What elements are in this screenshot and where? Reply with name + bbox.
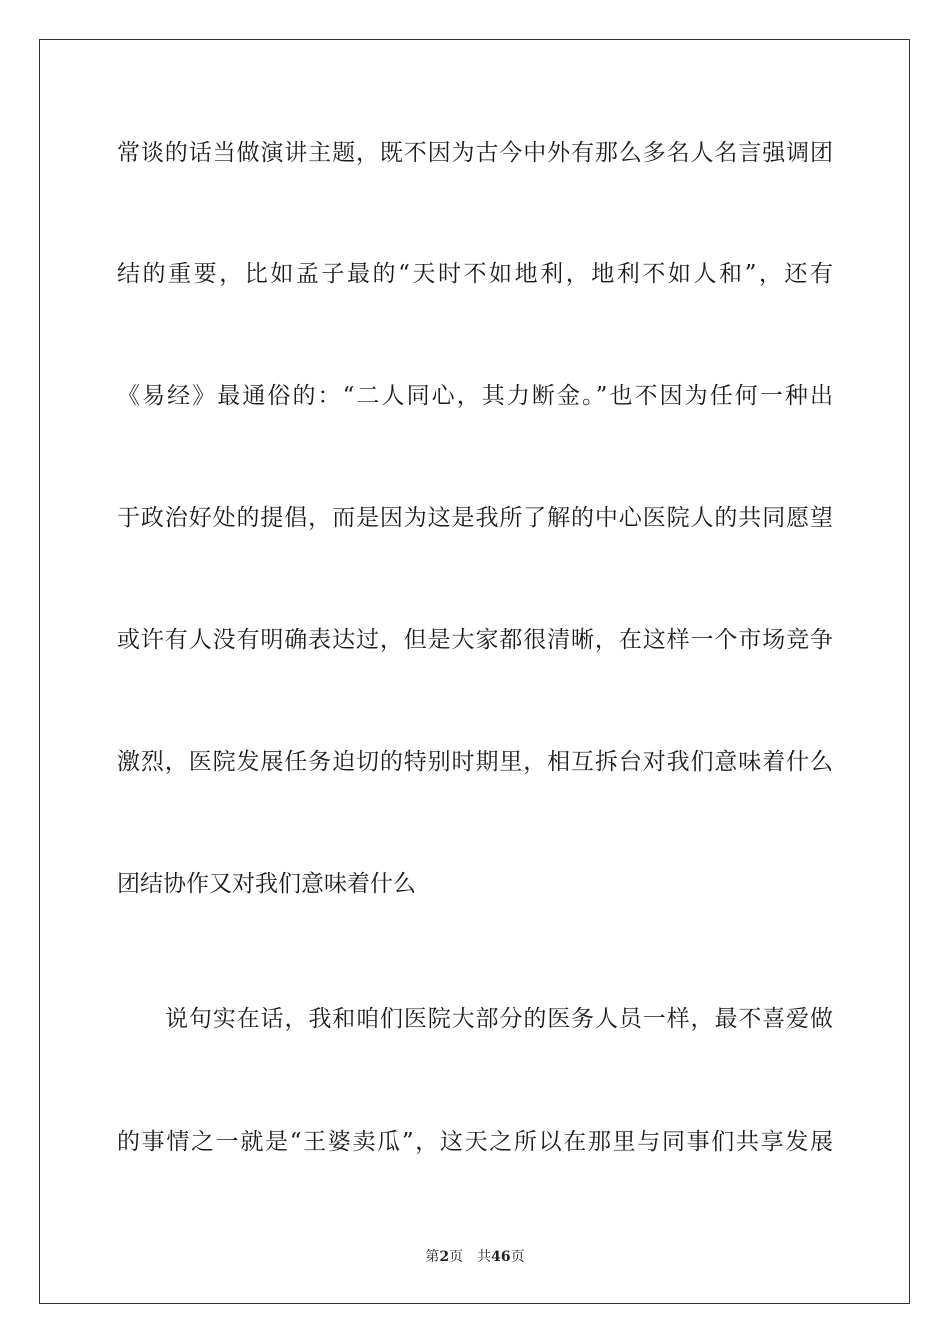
page-number: 2 (439, 1249, 450, 1265)
body-line-5: 或许有人没有明确表达过，但是大家都很清晰，在这样一个市场竞争 (117, 627, 833, 653)
body-line-2: 结的重要，比如孟子最的“天时不如地利，地利不如人和”，还有 (117, 261, 833, 287)
body-line-3: 《易经》最通俗的：“二人同心，其力断金。”也不因为任何一种出 (117, 383, 833, 409)
page-footer (0, 1248, 950, 1266)
page-border (39, 39, 910, 1304)
body-line-8: 说句实在话，我和咱们医院大部分的医务人员一样，最不喜爱做 (165, 1006, 833, 1032)
body-line-9: 的事情之一就是“王婆卖瓜”，这天之所以在那里与同事们共享发展 (117, 1129, 833, 1155)
page-suffix: 页 (449, 1249, 464, 1265)
total-pages: 46 (491, 1249, 511, 1265)
body-line-6: 激烈，医院发展任务迫切的特别时期里，相互拆台对我们意味着什么 (117, 749, 833, 775)
body-line-7: 团结协作又对我们意味着什么 (117, 871, 416, 897)
body-line-1: 常谈的话当做演讲主题，既不因为古今中外有那么多名人名言强调团 (117, 140, 833, 166)
total-prefix: 共 (477, 1249, 492, 1265)
page-prefix: 第 (425, 1249, 440, 1265)
total-suffix: 页 (510, 1249, 525, 1265)
body-line-4: 于政治好处的提倡，而是因为这是我所了解的中心医院人的共同愿望 (117, 505, 833, 531)
